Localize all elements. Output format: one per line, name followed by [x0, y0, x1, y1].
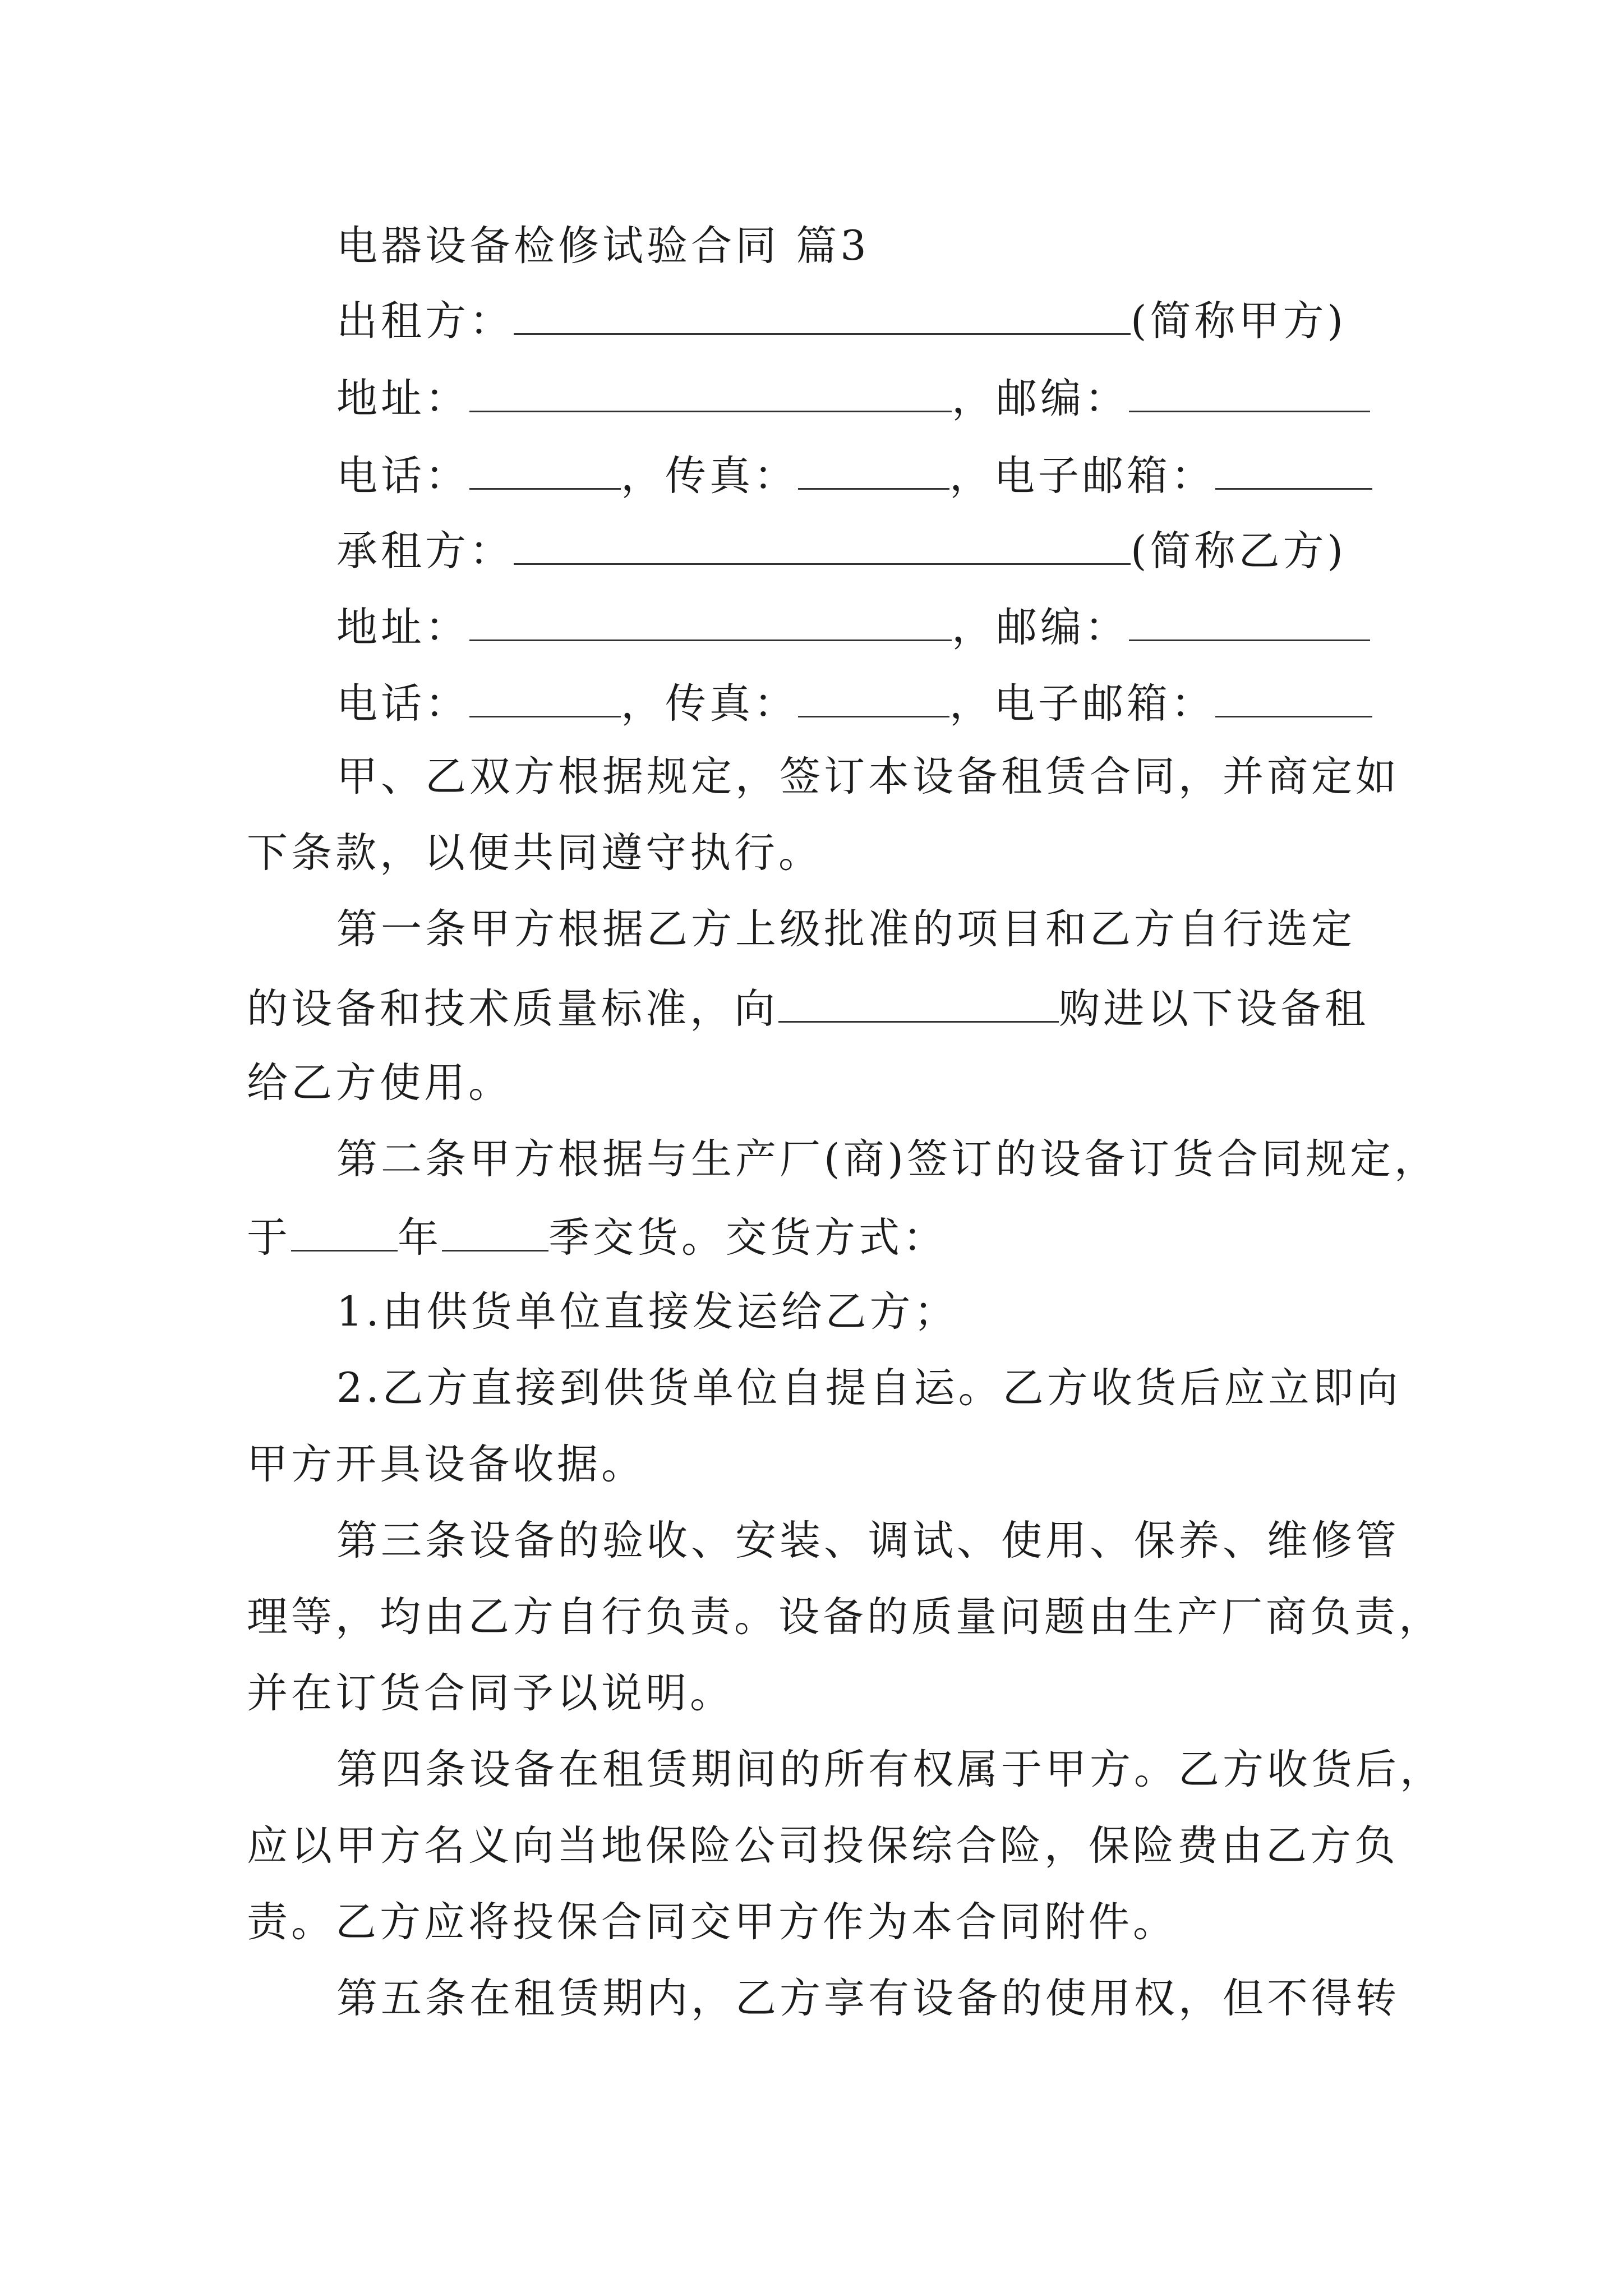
- article1-text-b: 购进以下设备租: [1059, 985, 1369, 1033]
- preamble-line-1: 甲、乙双方根据规定，签订本设备租赁合同，并商定如: [336, 753, 1400, 800]
- delivery-quarter-blank: [442, 1215, 548, 1251]
- lessor-fax-blank: [798, 453, 949, 490]
- lessee-phone-blank: [469, 681, 621, 717]
- article1-text-a: 的设备和技术质量标准，向: [247, 985, 778, 1033]
- article3-line-2: 理等，均由乙方自行负责。设备的质量问题由生产厂商负责，: [247, 1593, 1443, 1641]
- lessee-postcode-blank: [1129, 605, 1370, 641]
- article2-item-2-line-2: 甲方开具设备收据。: [247, 1441, 645, 1488]
- lessor-phone-label: 电话：: [336, 452, 469, 500]
- lessee-fax-blank: [798, 681, 949, 717]
- article2-text-b: 年: [398, 1214, 442, 1262]
- lessee-name-blank: [514, 528, 1131, 565]
- article1-line-2: [247, 985, 1369, 1033]
- article3-line-3: 并在订货合同予以说明。: [247, 1669, 734, 1717]
- lessee-label: 承租方：: [336, 527, 514, 575]
- lessor-name-blank: [514, 298, 1131, 335]
- lessor-row: [336, 297, 1347, 345]
- article2-line-2: [247, 1214, 947, 1262]
- lessee-abbrev: (简称乙方): [1131, 527, 1347, 575]
- lessee-row: [336, 527, 1347, 575]
- preamble-line-2: 下条款，以便共同遵守执行。: [247, 829, 823, 877]
- article2-text-c: 季交货。交货方式：: [548, 1214, 947, 1262]
- lessee-fax-label: ，传真：: [621, 680, 798, 728]
- article3-line-1: 第三条设备的验收、安装、调试、使用、保养、维修管: [336, 1517, 1400, 1565]
- lessor-label: 出租方：: [336, 297, 514, 345]
- lessee-contact-row: [336, 680, 1372, 728]
- lessee-postcode-label: ，邮编：: [952, 604, 1129, 651]
- lessor-email-blank: [1215, 453, 1372, 490]
- lessee-address-blank: [469, 605, 952, 641]
- lessor-postcode-blank: [1129, 376, 1370, 412]
- delivery-year-blank: [291, 1215, 398, 1251]
- supplier-blank: [778, 986, 1059, 1023]
- article2-item-1: 1.由供货单位直接发运给乙方；: [336, 1288, 958, 1336]
- article2-text-a: 于: [247, 1214, 291, 1262]
- lessor-phone-blank: [469, 453, 621, 490]
- article2-line-1: 第二条甲方根据与生产厂(商)签订的设备订货合同规定，: [336, 1135, 1438, 1183]
- lessor-abbrev: (简称甲方): [1131, 297, 1347, 345]
- lessor-contact-row: [336, 452, 1372, 500]
- article2-item-2-line-1: 2.乙方直接到供货单位自提自运。乙方收货后应立即向: [336, 1364, 1401, 1412]
- document-title: 电器设备检修试验合同 篇3: [336, 222, 870, 270]
- article5-line-1: 第五条在租赁期内，乙方享有设备的使用权，但不得转: [336, 1975, 1400, 2022]
- lessee-email-blank: [1215, 681, 1372, 717]
- lessor-email-label: ，电子邮箱：: [949, 452, 1215, 500]
- lessee-phone-label: 电话：: [336, 680, 469, 728]
- article4-line-2: 应以甲方名义向当地保险公司投保综合险，保险费由乙方负: [247, 1822, 1399, 1870]
- lessee-address-label: 地址：: [336, 604, 469, 651]
- article4-line-1: 第四条设备在租赁期间的所有权属于甲方。乙方收货后，: [336, 1746, 1444, 1793]
- lessor-address-label: 地址：: [336, 375, 469, 422]
- lessor-postcode-label: ，邮编：: [952, 375, 1129, 422]
- article1-line-1: 第一条甲方根据乙方上级批准的项目和乙方自行选定: [336, 905, 1355, 953]
- lessor-address-blank: [469, 376, 952, 412]
- lessee-address-row: [336, 604, 1370, 651]
- lessor-address-row: [336, 375, 1370, 422]
- article4-line-3: 责。乙方应将投保合同交甲方作为本合同附件。: [247, 1898, 1177, 1946]
- article1-line-3: 给乙方使用。: [247, 1059, 513, 1107]
- lessee-email-label: ，电子邮箱：: [949, 680, 1215, 728]
- lessor-fax-label: ，传真：: [621, 452, 798, 500]
